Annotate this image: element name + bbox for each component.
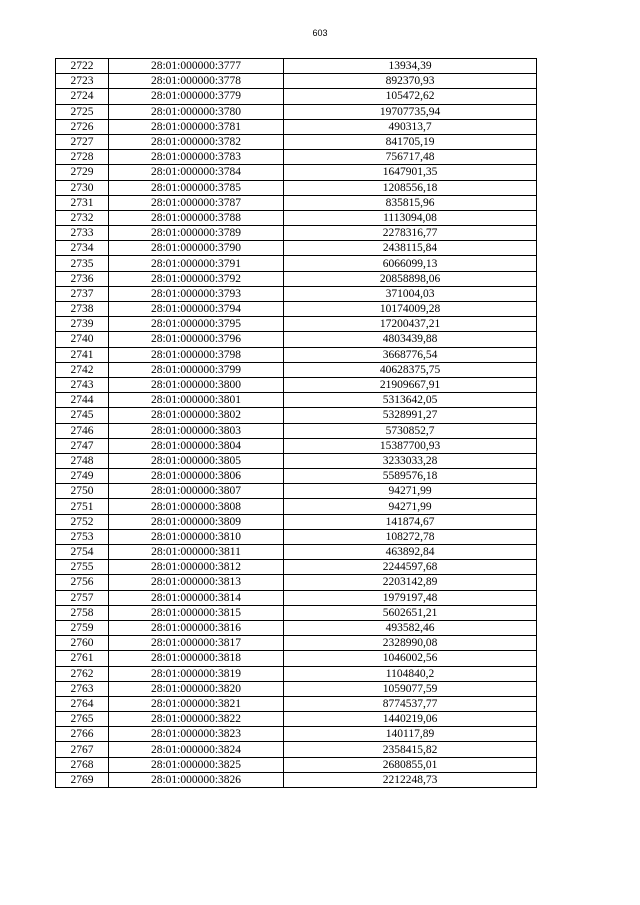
cadastral-number-cell: 28:01:000000:3808	[109, 499, 284, 514]
cadastral-value-cell: 756717,48	[284, 150, 537, 165]
table-row	[56, 636, 537, 651]
cadastral-value-cell: 3233033,28	[284, 453, 537, 468]
cadastral-value-cell: 5602651,21	[284, 605, 537, 620]
row-number-cell: 2738	[56, 302, 109, 317]
table-row	[56, 499, 537, 514]
row-number-cell: 2762	[56, 666, 109, 681]
row-number-cell: 2741	[56, 347, 109, 362]
cadastral-value-cell: 6066099,13	[284, 256, 537, 271]
table-row	[56, 590, 537, 605]
cadastral-number-cell: 28:01:000000:3814	[109, 590, 284, 605]
row-number-cell: 2760	[56, 636, 109, 651]
cadastral-number-cell: 28:01:000000:3802	[109, 408, 284, 423]
cadastral-value-cell: 105472,62	[284, 89, 537, 104]
cadastral-value-cell: 108272,78	[284, 529, 537, 544]
cadastral-number-cell: 28:01:000000:3780	[109, 104, 284, 119]
row-number-cell: 2761	[56, 651, 109, 666]
row-number-cell: 2731	[56, 195, 109, 210]
cadastral-number-cell: 28:01:000000:3794	[109, 302, 284, 317]
table-row	[56, 362, 537, 377]
cadastral-value-cell: 1104840,2	[284, 666, 537, 681]
cadastral-number-cell: 28:01:000000:3796	[109, 332, 284, 347]
cadastral-number-cell: 28:01:000000:3810	[109, 529, 284, 544]
table-row	[56, 226, 537, 241]
cadastral-number-cell: 28:01:000000:3789	[109, 226, 284, 241]
page-number: 603	[312, 28, 328, 38]
cadastral-value-cell: 141874,67	[284, 514, 537, 529]
table-row	[56, 59, 537, 74]
row-number-cell: 2768	[56, 757, 109, 772]
cadastral-value-cell: 2680855,01	[284, 757, 537, 772]
cadastral-value-cell: 490313,7	[284, 119, 537, 134]
cadastral-value-cell: 94271,99	[284, 499, 537, 514]
cadastral-value-cell: 1059077,59	[284, 681, 537, 696]
row-number-cell: 2755	[56, 560, 109, 575]
table-row	[56, 423, 537, 438]
cadastral-number-cell: 28:01:000000:3826	[109, 772, 284, 787]
cadastral-number-cell: 28:01:000000:3793	[109, 286, 284, 301]
cadastral-number-cell: 28:01:000000:3799	[109, 362, 284, 377]
cadastral-number-cell: 28:01:000000:3820	[109, 681, 284, 696]
cadastral-number-cell: 28:01:000000:3804	[109, 438, 284, 453]
cadastral-number-cell: 28:01:000000:3782	[109, 134, 284, 149]
table-row	[56, 514, 537, 529]
table-row	[56, 180, 537, 195]
cadastral-number-cell: 28:01:000000:3823	[109, 727, 284, 742]
row-number-cell: 2734	[56, 241, 109, 256]
row-number-cell: 2758	[56, 605, 109, 620]
row-number-cell: 2736	[56, 271, 109, 286]
table-row	[56, 393, 537, 408]
cadastral-number-cell: 28:01:000000:3788	[109, 210, 284, 225]
row-number-cell: 2753	[56, 529, 109, 544]
table-row	[56, 317, 537, 332]
cadastral-value-cell: 2212248,73	[284, 772, 537, 787]
table-row	[56, 104, 537, 119]
cadastral-value-cell: 10174009,28	[284, 302, 537, 317]
cadastral-number-cell: 28:01:000000:3809	[109, 514, 284, 529]
row-number-cell: 2745	[56, 408, 109, 423]
table-row	[56, 666, 537, 681]
cadastral-value-cell: 5730852,7	[284, 423, 537, 438]
table-row	[56, 529, 537, 544]
cadastral-value-cell: 40628375,75	[284, 362, 537, 377]
cadastral-number-cell: 28:01:000000:3818	[109, 651, 284, 666]
table-row	[56, 271, 537, 286]
cadastral-number-cell: 28:01:000000:3783	[109, 150, 284, 165]
row-number-cell: 2766	[56, 727, 109, 742]
table-row	[56, 150, 537, 165]
cadastral-value-cell: 835815,96	[284, 195, 537, 210]
table-row	[56, 712, 537, 727]
table-row	[56, 620, 537, 635]
row-number-cell: 2764	[56, 696, 109, 711]
table-row	[56, 89, 537, 104]
table-row	[56, 696, 537, 711]
cadastral-value-cell: 371004,03	[284, 286, 537, 301]
cadastral-value-cell: 5313642,05	[284, 393, 537, 408]
row-number-cell: 2727	[56, 134, 109, 149]
table-row	[56, 302, 537, 317]
row-number-cell: 2750	[56, 484, 109, 499]
cadastral-number-cell: 28:01:000000:3805	[109, 453, 284, 468]
cadastral-number-cell: 28:01:000000:3798	[109, 347, 284, 362]
table-row	[56, 681, 537, 696]
row-number-cell: 2747	[56, 438, 109, 453]
cadastral-number-cell: 28:01:000000:3813	[109, 575, 284, 590]
row-number-cell: 2723	[56, 74, 109, 89]
row-number-cell: 2767	[56, 742, 109, 757]
cadastral-value-cell: 4803439,88	[284, 332, 537, 347]
row-number-cell: 2756	[56, 575, 109, 590]
row-number-cell: 2769	[56, 772, 109, 787]
cadastral-value-cell: 20858898,06	[284, 271, 537, 286]
table-row	[56, 241, 537, 256]
cadastral-value-cell: 5589576,18	[284, 469, 537, 484]
cadastral-value-table	[55, 58, 537, 788]
row-number-cell: 2737	[56, 286, 109, 301]
table-row	[56, 286, 537, 301]
table-row	[56, 742, 537, 757]
cadastral-number-cell: 28:01:000000:3792	[109, 271, 284, 286]
row-number-cell: 2754	[56, 545, 109, 560]
table-row	[56, 377, 537, 392]
cadastral-number-cell: 28:01:000000:3790	[109, 241, 284, 256]
row-number-cell: 2749	[56, 469, 109, 484]
cadastral-number-cell: 28:01:000000:3822	[109, 712, 284, 727]
cadastral-value-cell: 1440219,06	[284, 712, 537, 727]
cadastral-value-cell: 2203142,89	[284, 575, 537, 590]
table-row	[56, 119, 537, 134]
table-row	[56, 560, 537, 575]
cadastral-number-cell: 28:01:000000:3784	[109, 165, 284, 180]
cadastral-value-cell: 5328991,27	[284, 408, 537, 423]
row-number-cell: 2728	[56, 150, 109, 165]
table-row	[56, 332, 537, 347]
cadastral-value-cell: 1113094,08	[284, 210, 537, 225]
table-row	[56, 195, 537, 210]
row-number-cell: 2730	[56, 180, 109, 195]
cadastral-number-cell: 28:01:000000:3816	[109, 620, 284, 635]
cadastral-value-cell: 19707735,94	[284, 104, 537, 119]
table-row	[56, 575, 537, 590]
row-number-cell: 2740	[56, 332, 109, 347]
table-row	[56, 347, 537, 362]
cadastral-value-cell: 2244597,68	[284, 560, 537, 575]
cadastral-value-cell: 3668776,54	[284, 347, 537, 362]
cadastral-value-cell: 8774537,77	[284, 696, 537, 711]
row-number-cell: 2733	[56, 226, 109, 241]
cadastral-value-cell: 13934,39	[284, 59, 537, 74]
cadastral-number-cell: 28:01:000000:3825	[109, 757, 284, 772]
row-number-cell: 2729	[56, 165, 109, 180]
cadastral-value-cell: 94271,99	[284, 484, 537, 499]
table-row	[56, 453, 537, 468]
row-number-cell: 2752	[56, 514, 109, 529]
row-number-cell: 2748	[56, 453, 109, 468]
cadastral-number-cell: 28:01:000000:3779	[109, 89, 284, 104]
cadastral-number-cell: 28:01:000000:3801	[109, 393, 284, 408]
row-number-cell: 2765	[56, 712, 109, 727]
cadastral-value-cell: 21909667,91	[284, 377, 537, 392]
cadastral-number-cell: 28:01:000000:3806	[109, 469, 284, 484]
table-row	[56, 757, 537, 772]
table-row	[56, 256, 537, 271]
row-number-cell: 2724	[56, 89, 109, 104]
table-row	[56, 484, 537, 499]
cadastral-value-cell: 892370,93	[284, 74, 537, 89]
cadastral-value-cell: 2438115,84	[284, 241, 537, 256]
table-row	[56, 727, 537, 742]
table-row	[56, 165, 537, 180]
table-row	[56, 408, 537, 423]
cadastral-number-cell: 28:01:000000:3821	[109, 696, 284, 711]
table-row	[56, 438, 537, 453]
row-number-cell: 2757	[56, 590, 109, 605]
cadastral-number-cell: 28:01:000000:3815	[109, 605, 284, 620]
row-number-cell: 2763	[56, 681, 109, 696]
cadastral-value-cell: 841705,19	[284, 134, 537, 149]
cadastral-number-cell: 28:01:000000:3777	[109, 59, 284, 74]
cadastral-value-cell: 140117,89	[284, 727, 537, 742]
row-number-cell: 2751	[56, 499, 109, 514]
row-number-cell: 2759	[56, 620, 109, 635]
cadastral-value-cell: 2278316,77	[284, 226, 537, 241]
cadastral-number-cell: 28:01:000000:3795	[109, 317, 284, 332]
cadastral-value-cell: 2328990,08	[284, 636, 537, 651]
cadastral-number-cell: 28:01:000000:3824	[109, 742, 284, 757]
cadastral-number-cell: 28:01:000000:3800	[109, 377, 284, 392]
cadastral-number-cell: 28:01:000000:3817	[109, 636, 284, 651]
cadastral-number-cell: 28:01:000000:3803	[109, 423, 284, 438]
row-number-cell: 2722	[56, 59, 109, 74]
cadastral-value-cell: 2358415,82	[284, 742, 537, 757]
row-number-cell: 2732	[56, 210, 109, 225]
row-number-cell: 2726	[56, 119, 109, 134]
table-row	[56, 469, 537, 484]
row-number-cell: 2735	[56, 256, 109, 271]
cadastral-number-cell: 28:01:000000:3781	[109, 119, 284, 134]
table-body	[56, 59, 537, 788]
table-row	[56, 134, 537, 149]
cadastral-number-cell: 28:01:000000:3791	[109, 256, 284, 271]
cadastral-value-cell: 493582,46	[284, 620, 537, 635]
cadastral-number-cell: 28:01:000000:3811	[109, 545, 284, 560]
row-number-cell: 2739	[56, 317, 109, 332]
cadastral-value-cell: 1208556,18	[284, 180, 537, 195]
cadastral-value-cell: 1647901,35	[284, 165, 537, 180]
row-number-cell: 2746	[56, 423, 109, 438]
cadastral-value-cell: 1979197,48	[284, 590, 537, 605]
cadastral-value-cell: 463892,84	[284, 545, 537, 560]
cadastral-value-cell: 17200437,21	[284, 317, 537, 332]
cadastral-number-cell: 28:01:000000:3787	[109, 195, 284, 210]
cadastral-value-cell: 1046002,56	[284, 651, 537, 666]
row-number-cell: 2743	[56, 377, 109, 392]
cadastral-number-cell: 28:01:000000:3819	[109, 666, 284, 681]
cadastral-value-cell: 15387700,93	[284, 438, 537, 453]
row-number-cell: 2744	[56, 393, 109, 408]
row-number-cell: 2742	[56, 362, 109, 377]
cadastral-number-cell: 28:01:000000:3778	[109, 74, 284, 89]
table-row	[56, 651, 537, 666]
row-number-cell: 2725	[56, 104, 109, 119]
table-row	[56, 545, 537, 560]
cadastral-number-cell: 28:01:000000:3785	[109, 180, 284, 195]
table-row	[56, 772, 537, 787]
cadastral-number-cell: 28:01:000000:3807	[109, 484, 284, 499]
table-row	[56, 74, 537, 89]
table-row	[56, 210, 537, 225]
table-row	[56, 605, 537, 620]
cadastral-number-cell: 28:01:000000:3812	[109, 560, 284, 575]
